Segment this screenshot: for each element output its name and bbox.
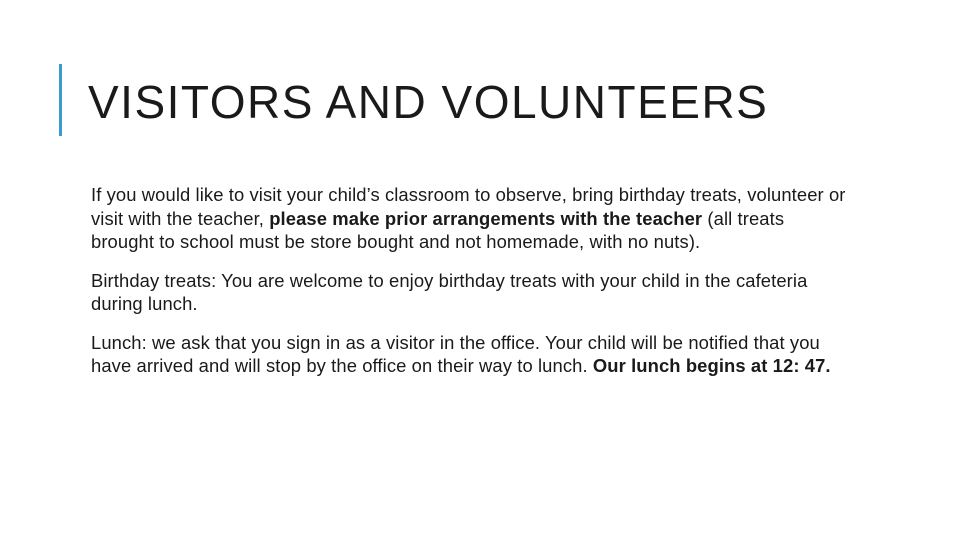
paragraph-visit-arrangements: [91, 183, 851, 254]
paragraph-emphasis: please make prior arrangements with the teacher: [269, 207, 703, 229]
paragraph-birthday-treats: [91, 269, 851, 316]
paragraph-text: Lunch: we ask that you sign in as a visitor in the office. Your child will be notified that you have arrived and will stop by the office on their way to lunch.: [91, 331, 820, 376]
paragraph-lunch: [91, 331, 851, 378]
slide-body: [91, 183, 851, 393]
paragraph-text: If you would like to visit your child’s classroom to observe, bring birthday treats, volunteer or visit with the teacher,: [91, 184, 846, 229]
title-accent-bar: [59, 64, 62, 136]
slide-title: VISITORS AND VOLUNTEERS: [88, 76, 769, 128]
paragraph-emphasis: Our lunch begins at 12: 47.: [592, 355, 831, 376]
paragraph-text: (all treats brought to school must be store bought and not homemade, with no nuts).: [91, 207, 785, 252]
paragraph-text: Birthday treats: You are welcome to enjoy birthday treats with your child in the cafeteria during lunch.: [91, 269, 808, 314]
